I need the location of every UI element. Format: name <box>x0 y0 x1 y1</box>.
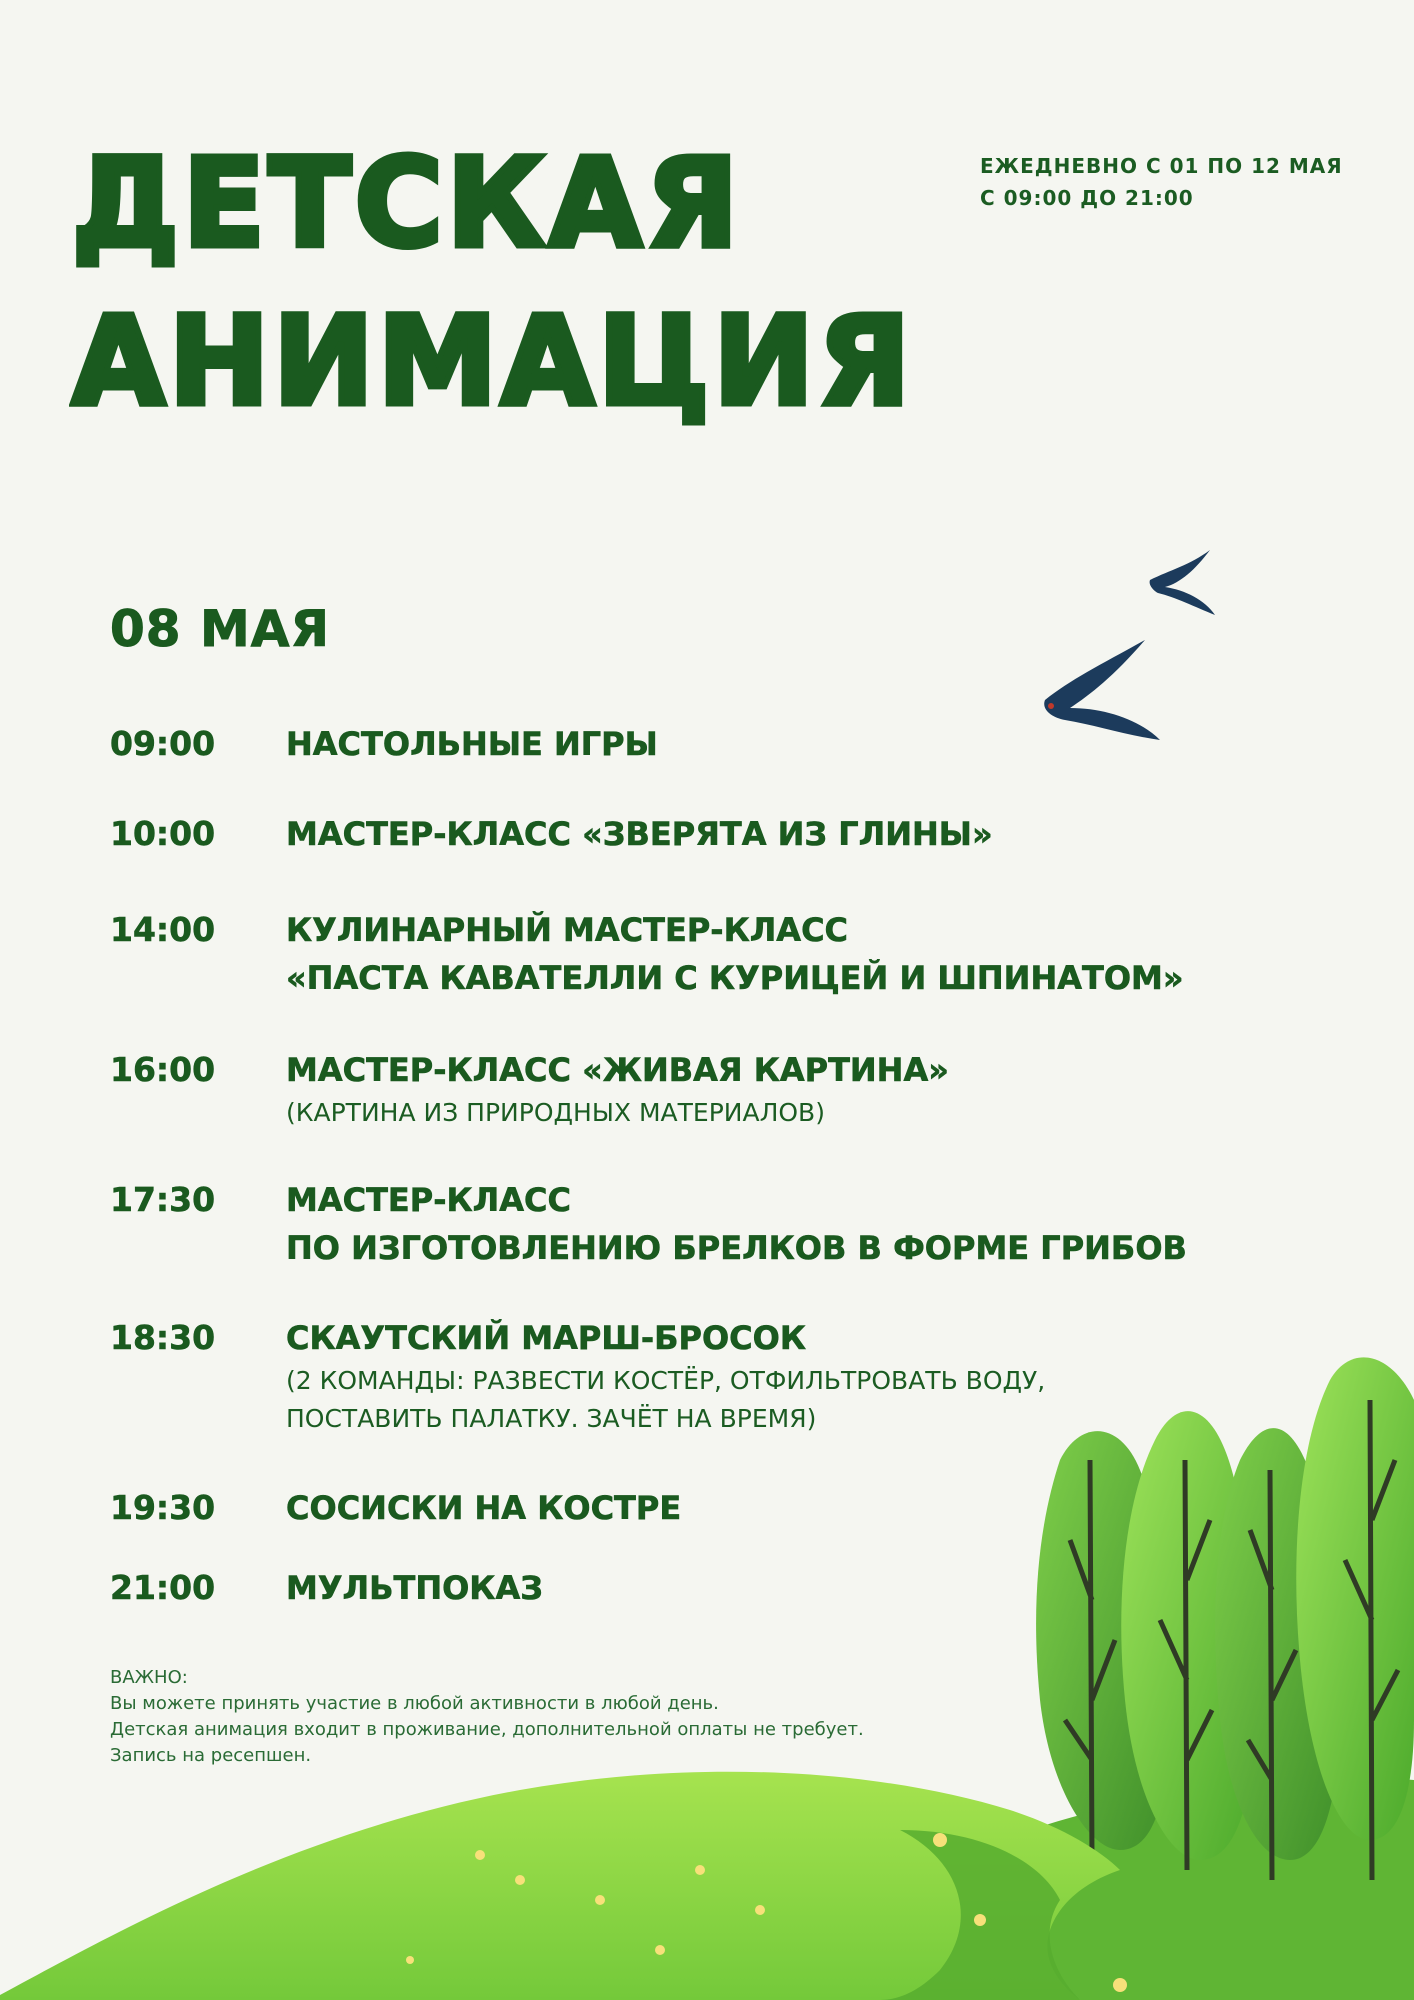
event-title: МАСТЕР-КЛАСС «ЗВЕРЯТА ИЗ ГЛИНЫ» <box>286 815 993 853</box>
important-line: Вы можете принять участие в любой активности в любой день. <box>110 1693 719 1714</box>
tree-icon <box>1121 1411 1255 1870</box>
event-title: КУЛИНАРНЫЙ МАСТЕР-КЛАСС <box>286 911 849 949</box>
event-item <box>110 1176 1306 1272</box>
event-time: 19:30 <box>110 1488 216 1527</box>
meadow <box>0 1772 1120 2000</box>
event-time: 09:00 <box>110 724 216 763</box>
event-time: 17:30 <box>110 1180 216 1219</box>
event-time: 21:00 <box>110 1568 216 1607</box>
event-item <box>110 1564 1306 1612</box>
meadow-shadow <box>880 1830 1080 2000</box>
event-title: НАСТОЛЬНЫЕ ИГРЫ <box>286 725 658 763</box>
hill-back <box>1030 1777 1414 2000</box>
event-note: (2 КОМАНДЫ: РАЗВЕСТИ КОСТЁР, ОТФИЛЬТРОВАТЬ ВОДУ, <box>286 1366 1046 1395</box>
event-title-continued: ПО ИЗГОТОВЛЕНИЮ БРЕЛКОВ В ФОРМЕ ГРИБОВ <box>286 1229 1187 1267</box>
title-line-2: АНИМАЦИЯ <box>72 291 915 433</box>
schedule-dates: ЕЖЕДНЕВНО С 01 ПО 12 МАЯ <box>980 154 1343 178</box>
event-item <box>110 810 1306 858</box>
title-line-1: ДЕТСКАЯ <box>72 133 743 275</box>
swallow-icon <box>1150 550 1215 615</box>
event-item <box>110 1314 1306 1438</box>
tree-icon <box>1296 1357 1414 1880</box>
event-note-continued: ПОСТАВИТЬ ПАЛАТКУ. ЗАЧЁТ НА ВРЕМЯ) <box>286 1404 817 1433</box>
event-time: 10:00 <box>110 814 216 853</box>
important-heading: ВАЖНО: <box>110 1667 188 1688</box>
schedule-hours: С 09:00 ДО 21:00 <box>980 186 1194 210</box>
event-item <box>110 720 1306 768</box>
event-time: 14:00 <box>110 910 216 949</box>
schedule-note <box>980 150 1343 214</box>
event-time: 18:30 <box>110 1318 216 1357</box>
event-title: МАСТЕР-КЛАСС «ЖИВАЯ КАРТИНА» <box>286 1051 949 1089</box>
event-title: СКАУТСКИЙ МАРШ-БРОСОК <box>286 1319 807 1357</box>
event-title: СОСИСКИ НА КОСТРЕ <box>286 1489 682 1527</box>
important-line: Детская анимация входит в проживание, дополнительной оплаты не требует. <box>110 1719 864 1740</box>
flower-icon <box>406 1833 1127 1992</box>
event-title-continued: «ПАСТА КАВАТЕЛЛИ С КУРИЦЕЙ И ШПИНАТОМ» <box>286 959 1184 997</box>
event-item <box>110 1484 1306 1532</box>
event-item <box>110 906 1306 1002</box>
event-note: (КАРТИНА ИЗ ПРИРОДНЫХ МАТЕРИАЛОВ) <box>286 1098 825 1127</box>
important-line: Запись на ресепшен. <box>110 1745 312 1766</box>
event-date: 08 МАЯ <box>110 600 330 658</box>
event-item <box>110 1046 1306 1132</box>
event-title: МАСТЕР-КЛАСС <box>286 1181 571 1219</box>
page-title <box>72 125 914 441</box>
event-title: МУЛЬТПОКАЗ <box>286 1569 543 1607</box>
event-time: 16:00 <box>110 1050 216 1089</box>
important-notice <box>110 1665 864 1769</box>
